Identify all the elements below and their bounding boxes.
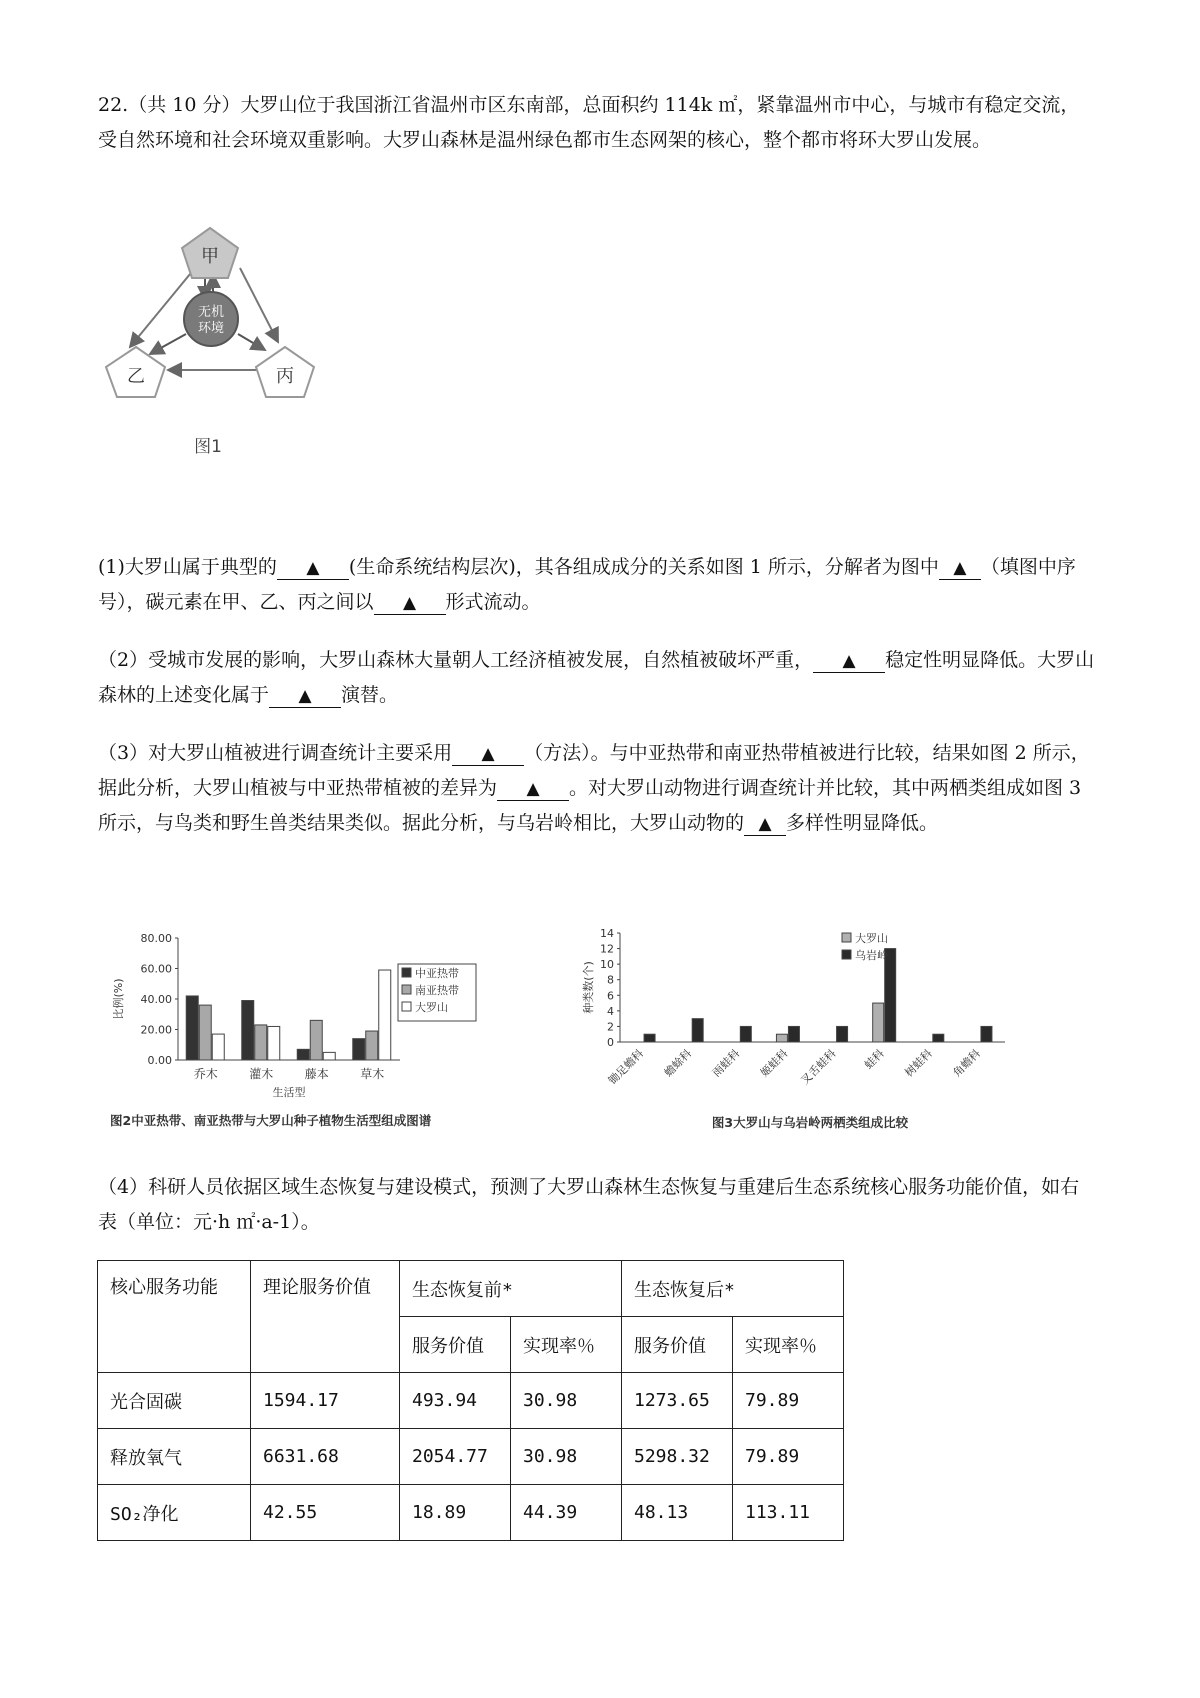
bar: [885, 949, 896, 1042]
table-cell: 79.89: [733, 1429, 844, 1485]
legend-swatch: [842, 950, 851, 959]
bar: [255, 1025, 267, 1060]
q4-text: （4）科研人员依据区域生态恢复与建设模式，预测了大罗山森林生态恢复与重建后生态系统核心服务功能价值，如右表（单位：元·h ㎡·a-1）。: [98, 1176, 1080, 1233]
question-score: （共 10 分）: [128, 94, 241, 116]
x-tick-label: 姬蛙科: [758, 1046, 791, 1080]
bar: [873, 1003, 884, 1042]
header-theoretical-value: 理论服务价值: [251, 1261, 400, 1373]
legend-swatch: [402, 968, 411, 977]
q3-text-4: 多样性明显降低。: [786, 812, 939, 834]
intro-text: 大罗山位于我国浙江省温州市区东南部，总面积约 114k ㎡，紧靠温州市中心，与城市有稳定交流，受自然环境和社会环境双重影响。大罗山森林是温州绿色都市生态网架的核心，整个都市将环大罗山发展。: [98, 94, 1080, 151]
y-tick-label: 40.00: [140, 993, 172, 1006]
q3-text-1: （3）对大罗山植被进行调查统计主要采用: [98, 742, 453, 764]
blank-triangle: ▲: [758, 814, 772, 834]
arrow-jia-to-bing: [240, 268, 278, 342]
y-tick-label: 20.00: [140, 1023, 172, 1037]
table-cell: 6631.68: [251, 1429, 400, 1485]
q2-text-1: （2）受城市发展的影响，大罗山森林大量朝人工经济植被发展，自然植被破坏严重，: [98, 649, 814, 671]
figure1-diagram: [100, 222, 340, 462]
answer-blank-7[interactable]: [497, 777, 569, 801]
bar: [199, 1005, 211, 1060]
q3-text-2: （方法）。与中亚热带和南亚热带植被进行比较，结果如图 2 所示，据此分析，大罗山植被与中亚热带植被的差异为: [98, 742, 1090, 799]
legend-label: 乌岩岭: [855, 949, 888, 962]
bar: [186, 996, 198, 1060]
table-cell: 释放氧气: [98, 1429, 251, 1485]
blank-triangle: ▲: [526, 779, 540, 799]
y-tick-label: 60.00: [140, 962, 172, 976]
x-tick-label: 树蛙科: [902, 1046, 935, 1080]
question-4: [98, 1170, 1098, 1240]
x-tick-label: 雨蛙科: [709, 1046, 743, 1080]
bar: [837, 1026, 848, 1042]
legend-swatch: [402, 1002, 411, 1011]
header-rate-before: 实现率％: [511, 1317, 622, 1373]
bar: [981, 1026, 992, 1042]
y-tick-label: 8: [607, 973, 614, 987]
bar: [323, 1052, 335, 1060]
table-cell: 113.11: [733, 1485, 844, 1541]
x-tick-label: 锄足蟾科: [605, 1046, 647, 1088]
chart-caption: 图3大罗山与乌岩岭两栖类组成比较: [711, 1115, 909, 1130]
answer-blank-1[interactable]: [277, 556, 349, 580]
center-label-line2: 环境: [197, 321, 225, 336]
y-tick-label: 4: [607, 1004, 614, 1018]
x-tick-label: 蛙科: [862, 1046, 887, 1072]
arrow-bing-to-env: [238, 334, 265, 350]
header-service-value-before: 服务价值: [400, 1317, 511, 1373]
question-intro: [98, 88, 1098, 158]
x-tick-label: 蟾蜍科: [661, 1046, 695, 1080]
center-label-line1: 无机: [197, 305, 225, 320]
bar: [776, 1034, 787, 1042]
chart-caption: 图2中亚热带、南亚热带与大罗山种子植物生活型组成图谱: [110, 1113, 432, 1128]
y-axis-label: 种类数(个): [582, 961, 595, 1014]
q1-text-1: (1)大罗山属于典型的: [98, 556, 277, 578]
q1-text-2: (生命系统结构层次)，其各组成成分的关系如图 1 所示，分解者为图中: [348, 556, 939, 578]
x-tick-label: 藤本: [304, 1067, 329, 1081]
blank-triangle: ▲: [481, 744, 495, 764]
y-tick-label: 10: [600, 958, 614, 972]
table-cell: 1594.17: [251, 1373, 400, 1429]
arrow-env-to-yi: [150, 334, 186, 354]
y-tick-label: 12: [600, 942, 614, 956]
answer-blank-5[interactable]: [269, 684, 341, 708]
y-tick-label: 0.00: [147, 1054, 172, 1067]
blank-triangle: ▲: [298, 686, 312, 706]
legend-label: 大罗山: [855, 932, 888, 945]
bar: [366, 1031, 378, 1060]
header-core-function: 核心服务功能: [98, 1261, 251, 1373]
q3-text-3: 。对大罗山动物进行调查统计并比较，其中两栖类组成如图 3 所示，与鸟类和野生兽类结果类似。据此分析，与乌岩岭相比，大罗山动物的: [98, 777, 1082, 834]
y-axis-label: 比例(%): [112, 978, 125, 1020]
table-cell: 30.98: [511, 1429, 622, 1485]
bar: [242, 1001, 254, 1060]
table-cell: 光合固碳: [98, 1373, 251, 1429]
y-tick-label: 80.00: [140, 932, 172, 945]
blank-triangle: ▲: [842, 651, 856, 671]
q2-text-2: 稳定性明显降低。大罗山森林的上述变化属于: [98, 649, 1095, 706]
table-row: [98, 1485, 844, 1541]
question-2: [98, 643, 1098, 713]
answer-blank-3[interactable]: [374, 591, 446, 615]
x-axis-label: 生活型: [272, 1086, 306, 1099]
question-3: [98, 736, 1098, 841]
node-bing-label: 丙: [276, 366, 294, 387]
x-tick-label: 乔木: [193, 1067, 218, 1081]
x-tick-label: 草木: [360, 1067, 385, 1081]
node-yi-label: 乙: [127, 366, 145, 387]
table-cell: 1273.65: [622, 1373, 733, 1429]
figure1-caption: 图1: [194, 437, 222, 457]
blank-triangle: ▲: [306, 558, 320, 578]
x-tick-label: 叉舌蛙科: [798, 1046, 839, 1088]
bar: [353, 1039, 365, 1060]
figure2-bar-chart: [110, 930, 580, 1135]
table-cell: SO₂净化: [98, 1485, 251, 1541]
y-tick-label: 2: [607, 1020, 614, 1034]
answer-blank-6[interactable]: [452, 742, 524, 766]
figure3-bar-chart: [580, 925, 1020, 1135]
header-rate-after: 实现率％: [733, 1317, 844, 1373]
q1-text-3: （填图中序号），碳元素在甲、乙、丙之间以: [98, 556, 1076, 613]
bar: [644, 1034, 655, 1042]
header-after-restoration: 生态恢复后*: [622, 1261, 844, 1317]
bar: [740, 1026, 751, 1042]
table-cell: 79.89: [733, 1373, 844, 1429]
bar: [310, 1020, 322, 1060]
y-tick-label: 0: [607, 1036, 614, 1049]
legend-swatch: [842, 933, 851, 942]
blank-triangle: ▲: [402, 593, 417, 613]
legend-label: 南亚热带: [415, 984, 459, 997]
blank-triangle: ▲: [953, 558, 967, 578]
bar: [692, 1019, 703, 1042]
answer-blank-2[interactable]: [939, 556, 981, 580]
y-tick-label: 6: [607, 989, 614, 1003]
table-cell: 2054.77: [400, 1429, 511, 1485]
question-number: 22.: [98, 94, 129, 116]
service-value-table: [97, 1260, 844, 1541]
node-jia-label: 甲: [201, 246, 219, 267]
q2-text-3: 演替。: [341, 684, 399, 706]
table-cell: 44.39: [511, 1485, 622, 1541]
header-service-value-after: 服务价值: [622, 1317, 733, 1373]
bar: [379, 970, 391, 1060]
x-tick-label: 灌木: [249, 1067, 274, 1081]
table-cell: 30.98: [511, 1373, 622, 1429]
header-before-restoration: 生态恢复前*: [400, 1261, 622, 1317]
legend-label: 大罗山: [415, 1001, 448, 1014]
answer-blank-8[interactable]: [744, 812, 786, 836]
legend-swatch: [402, 985, 411, 994]
table-cell: 5298.32: [622, 1429, 733, 1485]
table-cell: 48.13: [622, 1485, 733, 1541]
y-tick-label: 14: [600, 927, 614, 940]
question-1: [98, 550, 1098, 620]
table-row: [98, 1373, 844, 1429]
legend-label: 中亚热带: [415, 967, 459, 980]
answer-blank-4[interactable]: [813, 649, 885, 673]
bar: [268, 1026, 280, 1060]
table-cell: 42.55: [251, 1485, 400, 1541]
bar: [788, 1026, 799, 1042]
table-row: [98, 1429, 844, 1485]
bar: [933, 1034, 944, 1042]
x-tick-label: 角蟾科: [950, 1046, 984, 1080]
bar: [297, 1049, 309, 1060]
table-cell: 18.89: [400, 1485, 511, 1541]
q1-text-4: 形式流动。: [445, 591, 541, 613]
table-cell: 493.94: [400, 1373, 511, 1429]
bar: [212, 1034, 224, 1060]
